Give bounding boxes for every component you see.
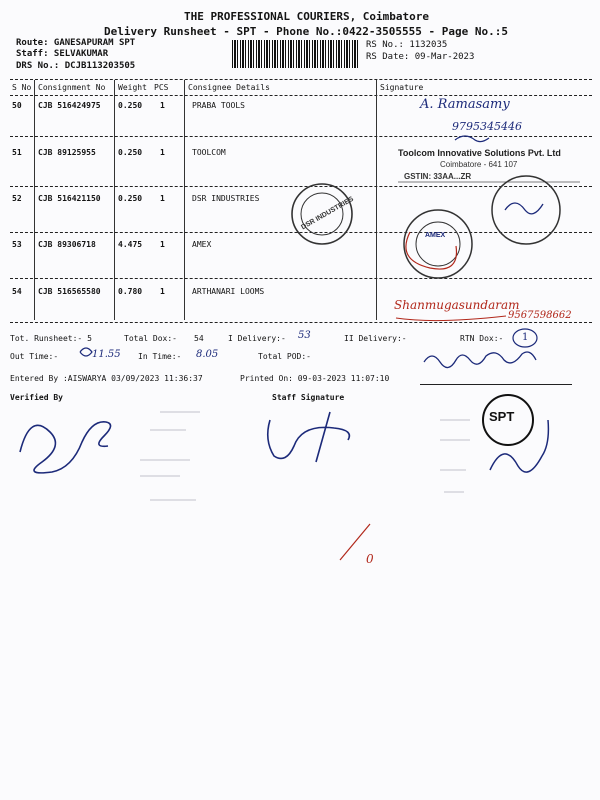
row-sno: 50 [12,101,22,110]
row54-handwritten-phone: 9567598662 [508,310,572,321]
rtn-dox-handwritten: 1 [522,332,529,343]
row-weight: 0.250 [118,101,143,110]
out-time-label: Out Time:- [10,352,59,361]
row-consignee: TOOLCOM [192,148,226,157]
col-sno: S No [12,83,32,92]
row-consignment: CJB 516421150 [38,194,101,203]
row-rule [10,278,592,279]
out-time-mark [80,348,92,356]
col-divider [114,80,115,320]
total-dox-label: Total Dox:- [124,334,177,343]
faint-stamp-ghost [140,412,470,500]
col-signature: Signature [380,83,424,92]
amex-stamp-circle [404,210,472,278]
row-consignee: AMEX [192,240,212,249]
row-sno: 53 [12,240,22,249]
route-label: Route: GANESAPURAM SPT [16,38,136,48]
pod-underline [420,384,572,385]
row-consignment: CJB 89125955 [38,148,96,157]
spt-signature [490,420,548,472]
row-consignment: CJB 516565580 [38,287,101,296]
entered-by: Entered By :AISWARYA 03/09/2023 11:36:37 [10,374,203,383]
row-consignee: ARTHANARI LOOMS [192,287,265,296]
col-pcs: PCS [154,83,169,92]
row52-signature [505,203,543,214]
drs-label: DRS No.: DCJB113203505 [16,61,136,71]
row-rule [10,232,592,233]
i-delivery-handwritten: 53 [298,330,311,341]
row-pcs: 1 [160,148,165,157]
col-divider [184,80,185,320]
spt-stamp-label: SPT [489,409,515,424]
verified-by-label: Verified By [10,393,63,402]
col-divider [34,80,35,320]
tot-runsheet: Tot. Runsheet:- 5 [10,334,92,343]
row-pcs: 1 [160,194,165,203]
row-consignee: DSR INDUSTRIES [192,194,260,203]
table-bottom-rule [10,322,592,323]
out-time-handwritten: 11.55 [92,349,121,360]
total-pod-handwriting [424,352,536,368]
row-rule [10,186,592,187]
table-top-rule [10,79,592,80]
row-weight: 0.780 [118,287,143,296]
toolcom-stamp-line1: Toolcom Innovative Solutions Pvt. Ltd [398,148,561,158]
total-dox-value: 54 [194,334,204,343]
row-consignee: PRABA TOOLS [192,101,245,110]
row54-signature-underline [396,316,506,321]
row50-handwritten-name: A. Ramasamy [420,97,510,112]
row-sno: 52 [12,194,22,203]
barcode [232,40,360,68]
dsr-stamp-label: DSR INDUSTRIES [300,195,355,232]
row50-handwritten-phone: 9795345446 [452,120,522,133]
col-consignee: Consignee Details [188,83,270,92]
row-weight: 0.250 [118,194,143,203]
row-pcs: 1 [160,240,165,249]
row-consignment: CJB 89306718 [38,240,96,249]
row-weight: 4.475 [118,240,143,249]
table-header-rule [10,95,592,96]
company-title: THE PROFESSIONAL COURIERS, Coimbatore [184,10,430,23]
printed-on: Printed On: 09-03-2023 11:07:10 [240,374,390,383]
row-pcs: 1 [160,101,165,110]
rs-date-label: RS Date: 09-Mar-2023 [366,52,475,62]
col-consignment: Consignment No [38,83,106,92]
row54-handwritten-name: Shanmugasundaram [394,298,520,312]
row-rule [10,136,592,137]
ii-delivery-label: II Delivery:- [344,334,407,343]
row-sno: 54 [12,287,22,296]
verified-by-signature [20,422,111,473]
toolcom-stamp-line3: GSTIN: 33AA...ZR [404,172,472,181]
page-mark-handwritten: 0 [366,552,374,566]
col-weight: Weight [118,83,147,92]
rtn-dox-label: RTN Dox:- [460,334,504,343]
col-divider [376,80,377,320]
total-pod-label: Total POD:- [258,352,311,361]
row-consignment: CJB 516424975 [38,101,101,110]
staff-signature-mark [268,412,350,462]
staff-signature-label: Staff Signature [272,393,345,402]
toolcom-stamp-line2: Coimbatore - 641 107 [440,160,518,169]
in-time-label: In Time:- [138,352,182,361]
row-pcs: 1 [160,287,165,296]
rs-no-label: RS No.: 1132035 [366,40,448,50]
staff-label: Staff: SELVAKUMAR [16,49,109,59]
row-weight: 0.250 [118,148,143,157]
amex-stamp-inner [416,222,460,266]
row-sno: 51 [12,148,22,157]
runsheet-subtitle: Delivery Runsheet - SPT - Phone No.:0422-3505555 - Page No.:5 [104,25,508,38]
amex-stamp-label: AMEX [425,232,446,239]
i-delivery-label: I Delivery:- [228,334,286,343]
in-time-handwritten: 8.05 [196,349,219,360]
